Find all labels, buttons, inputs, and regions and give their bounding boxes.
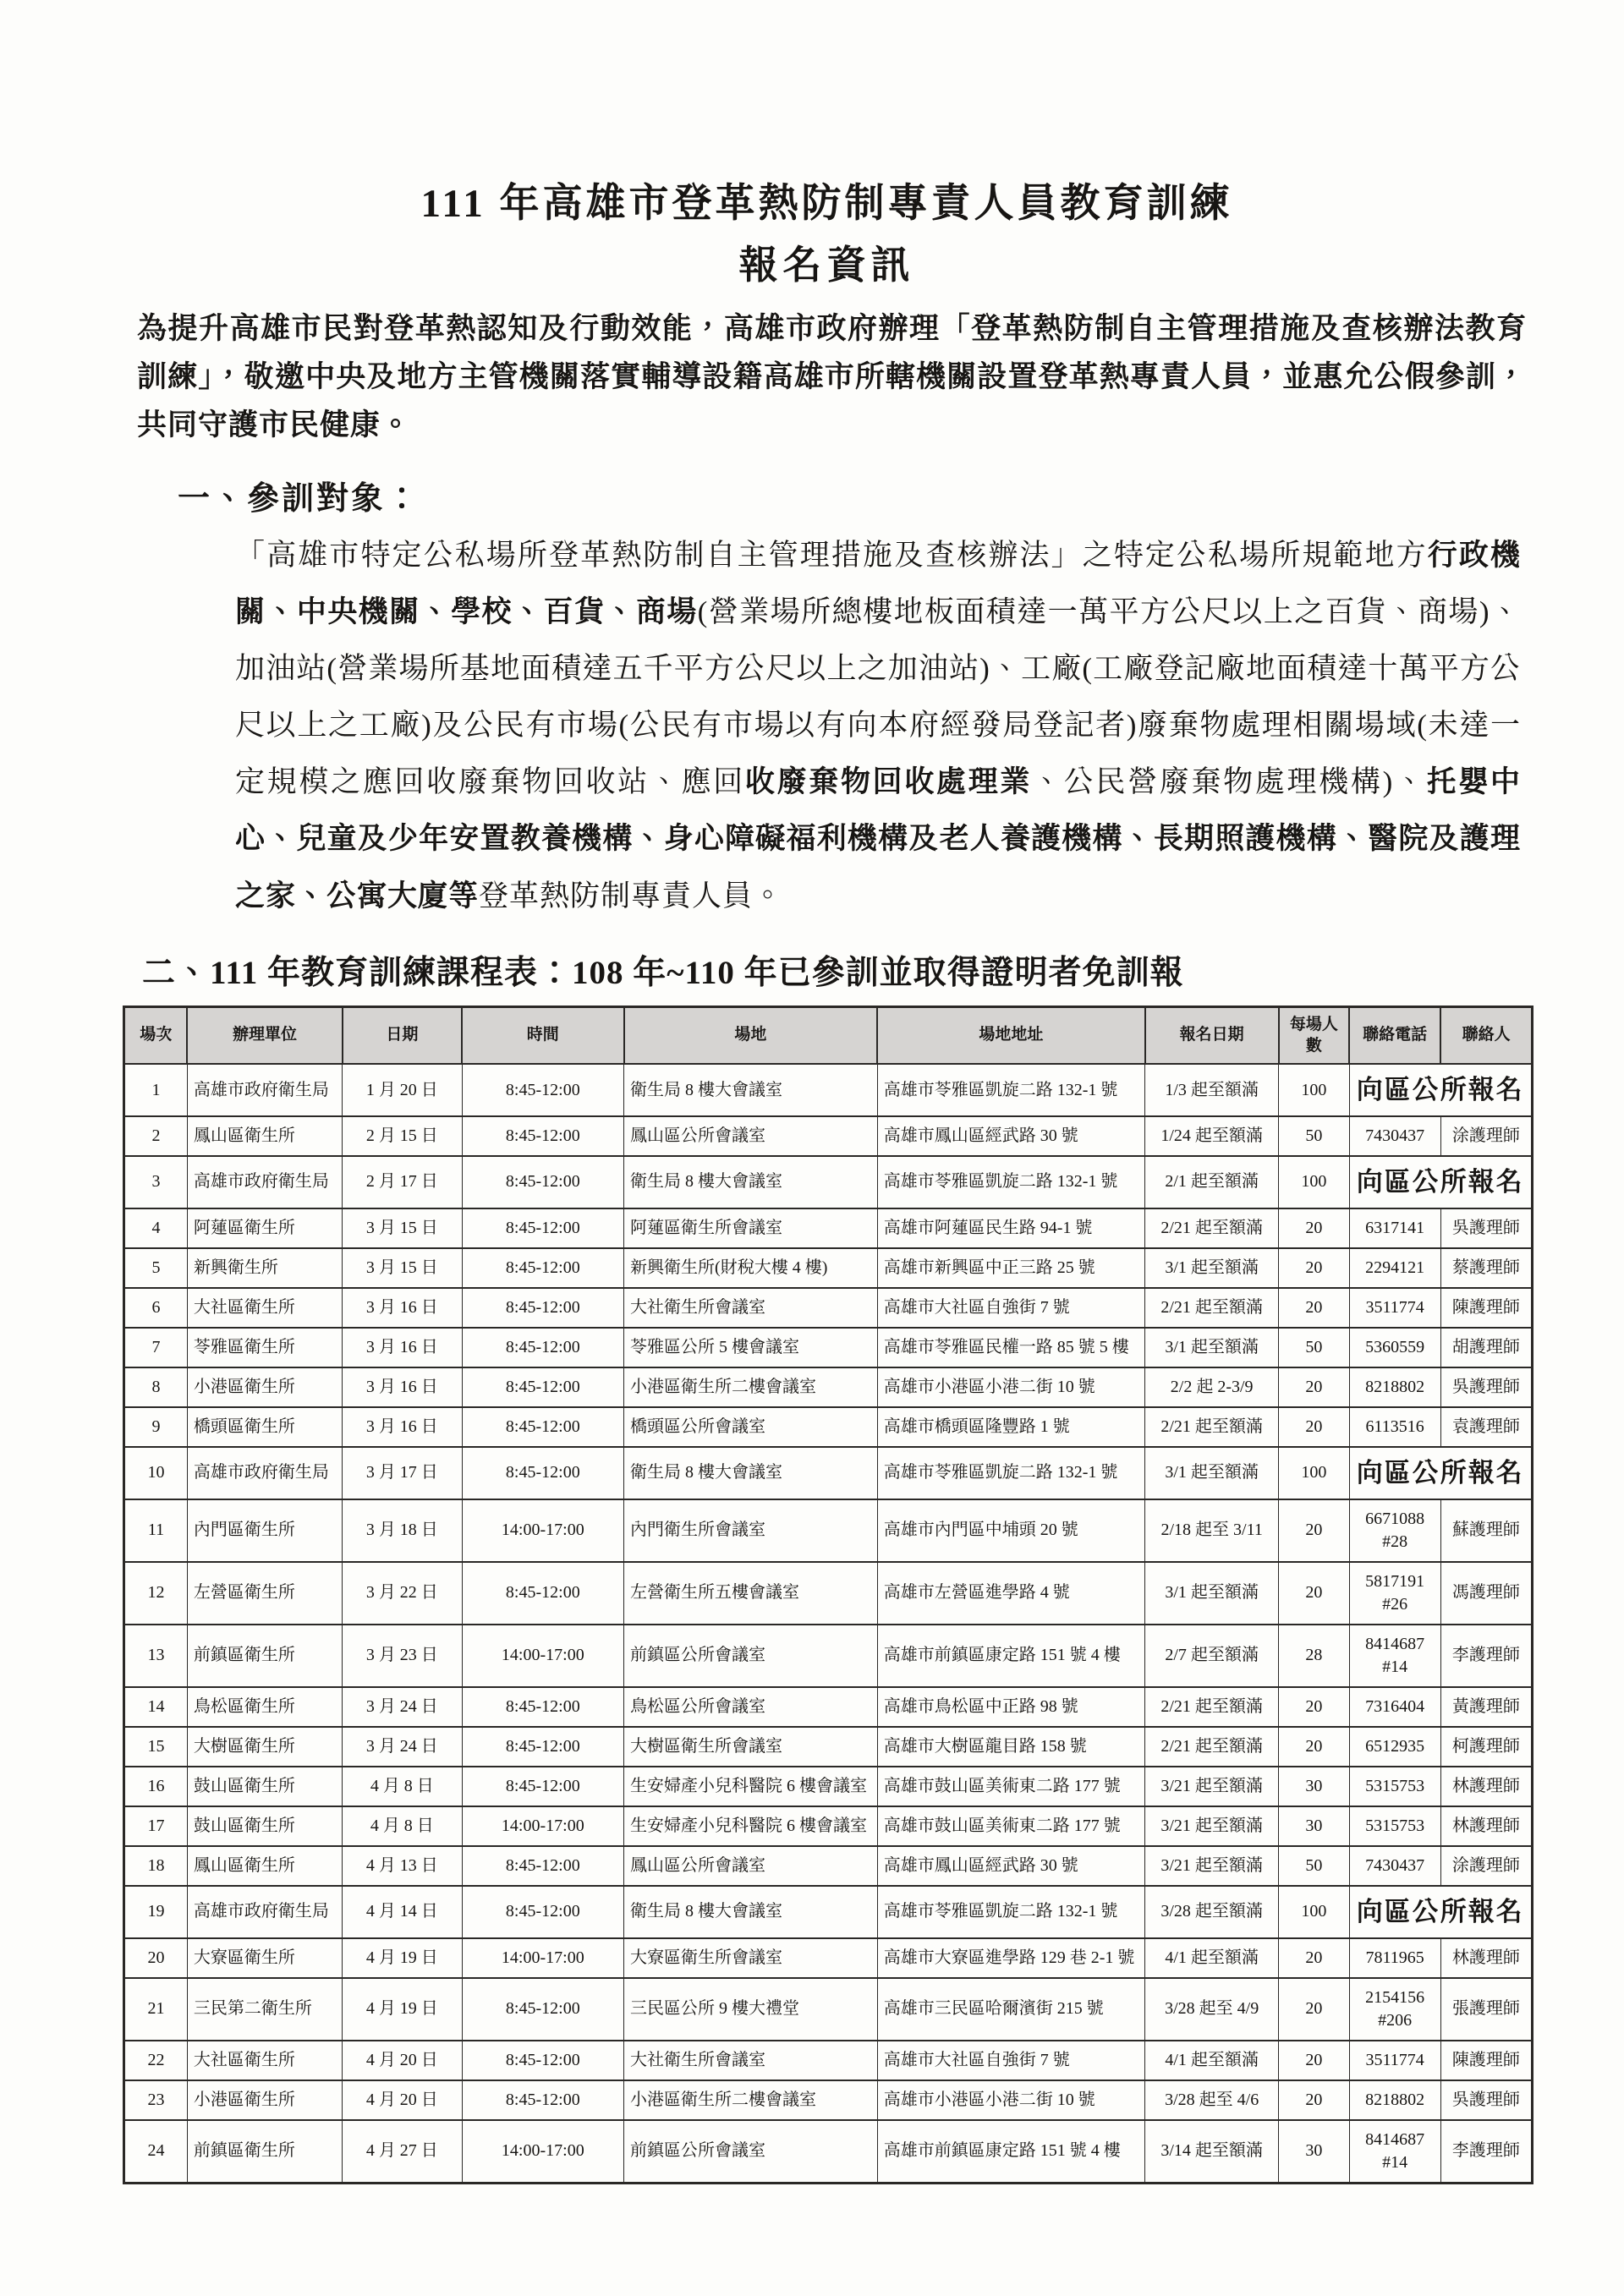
- phone-cell: 7430437: [1349, 1846, 1440, 1886]
- capacity-cell: 20: [1279, 1367, 1349, 1407]
- phone-cell: 2294121: [1349, 1248, 1440, 1288]
- contact-cell: 吳護理師: [1440, 2080, 1532, 2120]
- district-office-signup-cell: 向區公所報名: [1349, 1156, 1533, 1208]
- header-contact: 聯絡人: [1440, 1006, 1532, 1064]
- session-number-cell: 5: [124, 1248, 188, 1288]
- capacity-cell: 30: [1279, 1806, 1349, 1846]
- contact-cell: 吳護理師: [1440, 1367, 1532, 1407]
- signup-date-cell: 3/1 起至額滿: [1145, 1248, 1279, 1288]
- date-cell: 3 月 15 日: [343, 1208, 463, 1248]
- date-cell: 3 月 17 日: [343, 1447, 463, 1499]
- header-phone: 聯絡電話: [1349, 1006, 1440, 1064]
- signup-date-cell: 3/21 起至額滿: [1145, 1846, 1279, 1886]
- contact-cell: 陳護理師: [1440, 1288, 1532, 1328]
- session-number-cell: 22: [124, 2041, 188, 2080]
- organizer-cell: 鼓山區衛生所: [187, 1806, 342, 1846]
- capacity-cell: 50: [1279, 1846, 1349, 1886]
- table-row: [124, 2120, 1533, 2184]
- contact-cell: 黃護理師: [1440, 1687, 1532, 1727]
- time-cell: 8:45-12:00: [462, 2080, 623, 2120]
- table-row: [124, 1447, 1533, 1499]
- body-text: 、公民營廢棄物處理機構)、: [1032, 765, 1427, 799]
- capacity-cell: 20: [1279, 1208, 1349, 1248]
- table-row: [124, 2041, 1533, 2080]
- contact-cell: 林護理師: [1440, 1767, 1532, 1806]
- contact-cell: 馮護理師: [1440, 1562, 1532, 1625]
- date-cell: 4 月 8 日: [343, 1767, 463, 1806]
- time-cell: 8:45-12:00: [462, 1407, 623, 1447]
- date-cell: 4 月 19 日: [343, 1938, 463, 1978]
- contact-cell: 涂護理師: [1440, 1846, 1532, 1886]
- organizer-cell: 小港區衛生所: [187, 2080, 342, 2120]
- capacity-cell: 20: [1279, 1248, 1349, 1288]
- phone-cell: 7430437: [1349, 1116, 1440, 1156]
- header-date: 日期: [343, 1006, 463, 1064]
- venue-cell: 衛生局 8 樓大會議室: [624, 1156, 878, 1208]
- time-cell: 8:45-12:00: [462, 1846, 623, 1886]
- header-session-number: 場次: [124, 1006, 188, 1064]
- organizer-cell: 高雄市政府衛生局: [187, 1886, 342, 1938]
- time-cell: 8:45-12:00: [462, 1687, 623, 1727]
- session-number-cell: 4: [124, 1208, 188, 1248]
- time-cell: 8:45-12:00: [462, 1562, 623, 1625]
- header-time: 時間: [462, 1006, 623, 1064]
- phone-cell: 6317141: [1349, 1208, 1440, 1248]
- time-cell: 8:45-12:00: [462, 2041, 623, 2080]
- address-cell: 高雄市大社區自強街 7 號: [877, 2041, 1144, 2080]
- table-row: [124, 1767, 1533, 1806]
- table-row: [124, 1064, 1533, 1116]
- signup-date-cell: 2/21 起至額滿: [1145, 1288, 1279, 1328]
- district-office-signup-cell: 向區公所報名: [1349, 1886, 1533, 1938]
- section1-body: [235, 527, 1521, 924]
- venue-cell: 橋頭區公所會議室: [624, 1407, 878, 1447]
- table-row: [124, 1727, 1533, 1767]
- table-row: [124, 1248, 1533, 1288]
- session-number-cell: 12: [124, 1562, 188, 1625]
- session-number-cell: 7: [124, 1328, 188, 1367]
- venue-cell: 小港區衛生所二樓會議室: [624, 2080, 878, 2120]
- signup-date-cell: 3/1 起至額滿: [1145, 1328, 1279, 1367]
- signup-date-cell: 3/14 起至額滿: [1145, 2120, 1279, 2184]
- section1-heading: 一、參訓對象：: [178, 480, 421, 517]
- district-office-signup-cell: 向區公所報名: [1349, 1064, 1533, 1116]
- phone-cell: 5817191 #26: [1349, 1562, 1440, 1625]
- date-cell: 4 月 19 日: [343, 1978, 463, 2041]
- time-cell: 14:00-17:00: [462, 1806, 623, 1846]
- time-cell: 14:00-17:00: [462, 2120, 623, 2184]
- session-number-cell: 15: [124, 1727, 188, 1767]
- date-cell: 2 月 17 日: [343, 1156, 463, 1208]
- address-cell: 高雄市鳳山區經武路 30 號: [877, 1116, 1144, 1156]
- organizer-cell: 阿蓮區衛生所: [187, 1208, 342, 1248]
- table-row: [124, 1288, 1533, 1328]
- header-address: 場地地址: [877, 1006, 1144, 1064]
- organizer-cell: 前鎮區衛生所: [187, 2120, 342, 2184]
- capacity-cell: 20: [1279, 1727, 1349, 1767]
- address-cell: 高雄市阿蓮區民生路 94-1 號: [877, 1208, 1144, 1248]
- phone-cell: 3511774: [1349, 2041, 1440, 2080]
- table-row: [124, 1846, 1533, 1886]
- phone-cell: 8218802: [1349, 2080, 1440, 2120]
- time-cell: 8:45-12:00: [462, 1288, 623, 1328]
- signup-date-cell: 2/1 起至額滿: [1145, 1156, 1279, 1208]
- capacity-cell: 100: [1279, 1886, 1349, 1938]
- organizer-cell: 鳳山區衛生所: [187, 1846, 342, 1886]
- capacity-cell: 30: [1279, 1767, 1349, 1806]
- date-cell: 3 月 16 日: [343, 1407, 463, 1447]
- time-cell: 8:45-12:00: [462, 1064, 623, 1116]
- body-text: 登革熱防制專責人員。: [479, 879, 784, 912]
- capacity-cell: 20: [1279, 1687, 1349, 1727]
- signup-date-cell: 2/21 起至額滿: [1145, 1727, 1279, 1767]
- page-subtitle: 報名資訊: [738, 244, 915, 288]
- session-number-cell: 1: [124, 1064, 188, 1116]
- organizer-cell: 三民第二衛生所: [187, 1978, 342, 2041]
- session-number-cell: 19: [124, 1886, 188, 1938]
- address-cell: 高雄市新興區中正三路 25 號: [877, 1248, 1144, 1288]
- capacity-cell: 100: [1279, 1156, 1349, 1208]
- date-cell: 2 月 15 日: [343, 1116, 463, 1156]
- session-number-cell: 9: [124, 1407, 188, 1447]
- time-cell: 8:45-12:00: [462, 1886, 623, 1938]
- address-cell: 高雄市左營區進學路 4 號: [877, 1562, 1144, 1625]
- table-row: [124, 1156, 1533, 1208]
- venue-cell: 生安婦產小兒科醫院 6 樓會議室: [624, 1806, 878, 1846]
- date-cell: 3 月 24 日: [343, 1687, 463, 1727]
- phone-cell: 8414687 #14: [1349, 2120, 1440, 2184]
- organizer-cell: 高雄市政府衛生局: [187, 1156, 342, 1208]
- contact-cell: 陳護理師: [1440, 2041, 1532, 2080]
- phone-cell: 3511774: [1349, 1288, 1440, 1328]
- session-number-cell: 11: [124, 1499, 188, 1562]
- session-number-cell: 16: [124, 1767, 188, 1806]
- phone-cell: 7316404: [1349, 1687, 1440, 1727]
- table-row: [124, 1328, 1533, 1367]
- organizer-cell: 大社區衛生所: [187, 2041, 342, 2080]
- page-title: 111 年高雄市登革熱防制專責人員教育訓練: [420, 182, 1233, 226]
- time-cell: 8:45-12:00: [462, 1978, 623, 2041]
- contact-cell: 蘇護理師: [1440, 1499, 1532, 1562]
- capacity-cell: 20: [1279, 1978, 1349, 2041]
- address-cell: 高雄市苓雅區凱旋二路 132-1 號: [877, 1886, 1144, 1938]
- table-row: [124, 1367, 1533, 1407]
- signup-date-cell: 2/21 起至額滿: [1145, 1687, 1279, 1727]
- venue-cell: 內門衛生所會議室: [624, 1499, 878, 1562]
- header-signup-date: 報名日期: [1145, 1006, 1279, 1064]
- training-schedule-table: [123, 1006, 1533, 2184]
- address-cell: 高雄市苓雅區凱旋二路 132-1 號: [877, 1064, 1144, 1116]
- address-cell: 高雄市小港區小港二街 10 號: [877, 2080, 1144, 2120]
- signup-date-cell: 3/28 起至 4/9: [1145, 1978, 1279, 2041]
- contact-cell: 蔡護理師: [1440, 1248, 1532, 1288]
- contact-cell: 李護理師: [1440, 2120, 1532, 2184]
- date-cell: 3 月 15 日: [343, 1248, 463, 1288]
- venue-cell: 阿蓮區衛生所會議室: [624, 1208, 878, 1248]
- organizer-cell: 左營區衛生所: [187, 1562, 342, 1625]
- session-number-cell: 23: [124, 2080, 188, 2120]
- date-cell: 4 月 14 日: [343, 1886, 463, 1938]
- contact-cell: 胡護理師: [1440, 1328, 1532, 1367]
- table-row: [124, 1687, 1533, 1727]
- section2-heading: 二、111 年教育訓練課程表：108 年~110 年已參訓並取得證明者免訓報: [142, 954, 1184, 991]
- time-cell: 14:00-17:00: [462, 1625, 623, 1687]
- venue-cell: 苓雅區公所 5 樓會議室: [624, 1328, 878, 1367]
- venue-cell: 前鎮區公所會議室: [624, 1625, 878, 1687]
- session-number-cell: 10: [124, 1447, 188, 1499]
- organizer-cell: 鼓山區衛生所: [187, 1767, 342, 1806]
- time-cell: 8:45-12:00: [462, 1727, 623, 1767]
- table-row: [124, 1625, 1533, 1687]
- address-cell: 高雄市內門區中埔頭 20 號: [877, 1499, 1144, 1562]
- date-cell: 1 月 20 日: [343, 1064, 463, 1116]
- address-cell: 高雄市前鎮區康定路 151 號 4 樓: [877, 1625, 1144, 1687]
- contact-cell: 李護理師: [1440, 1625, 1532, 1687]
- address-cell: 高雄市三民區哈爾濱街 215 號: [877, 1978, 1144, 2041]
- signup-date-cell: 4/1 起至額滿: [1145, 1938, 1279, 1978]
- date-cell: 3 月 16 日: [343, 1288, 463, 1328]
- capacity-cell: 100: [1279, 1064, 1349, 1116]
- contact-cell: 柯護理師: [1440, 1727, 1532, 1767]
- contact-cell: 林護理師: [1440, 1806, 1532, 1846]
- address-cell: 高雄市橋頭區隆豐路 1 號: [877, 1407, 1144, 1447]
- capacity-cell: 20: [1279, 1407, 1349, 1447]
- emphasized-text: 托嬰中心、兒童及少年安置教養機構、身心障礙福利機構及老人養護機構、長期照護機構、醫院及護理之家、公寓大廈等: [235, 765, 1521, 912]
- signup-date-cell: 3/1 起至額滿: [1145, 1562, 1279, 1625]
- session-number-cell: 14: [124, 1687, 188, 1727]
- venue-cell: 大社衛生所會議室: [624, 2041, 878, 2080]
- address-cell: 高雄市鳳山區經武路 30 號: [877, 1846, 1144, 1886]
- time-cell: 8:45-12:00: [462, 1116, 623, 1156]
- capacity-cell: 20: [1279, 1562, 1349, 1625]
- session-number-cell: 18: [124, 1846, 188, 1886]
- session-number-cell: 8: [124, 1367, 188, 1407]
- organizer-cell: 高雄市政府衛生局: [187, 1064, 342, 1116]
- time-cell: 8:45-12:00: [462, 1248, 623, 1288]
- contact-cell: 林護理師: [1440, 1938, 1532, 1978]
- organizer-cell: 小港區衛生所: [187, 1367, 342, 1407]
- capacity-cell: 50: [1279, 1328, 1349, 1367]
- date-cell: 3 月 22 日: [343, 1562, 463, 1625]
- table-row: [124, 1886, 1533, 1938]
- contact-cell: 涂護理師: [1440, 1116, 1532, 1156]
- time-cell: 8:45-12:00: [462, 1156, 623, 1208]
- district-office-signup-cell: 向區公所報名: [1349, 1447, 1533, 1499]
- time-cell: 8:45-12:00: [462, 1447, 623, 1499]
- phone-cell: 2154156 #206: [1349, 1978, 1440, 2041]
- capacity-cell: 100: [1279, 1447, 1349, 1499]
- body-text: (營業場所總樓地板面積達一萬平方公尺以上之百貨、商場)、加油站(營業場所基地面積達五千平方公尺以上之加油站)、工廠(工廠登記廠地面積達十萬平方公尺以上之工廠)及公民有市場(公民有市場以有向本府經發局登記者)廢棄物處理相關場域(未達一定規模之應回收廢棄物回收站、應回: [235, 595, 1521, 799]
- venue-cell: 鳳山區公所會議室: [624, 1846, 878, 1886]
- venue-cell: 大樹區衛生所會議室: [624, 1727, 878, 1767]
- date-cell: 3 月 16 日: [343, 1367, 463, 1407]
- contact-cell: 袁護理師: [1440, 1407, 1532, 1447]
- date-cell: 4 月 20 日: [343, 2080, 463, 2120]
- header-capacity: 每場人數: [1279, 1006, 1349, 1064]
- address-cell: 高雄市苓雅區凱旋二路 132-1 號: [877, 1156, 1144, 1208]
- venue-cell: 鳥松區公所會議室: [624, 1687, 878, 1727]
- address-cell: 高雄市大樹區龍目路 158 號: [877, 1727, 1144, 1767]
- venue-cell: 鳳山區公所會議室: [624, 1116, 878, 1156]
- venue-cell: 大寮區衛生所會議室: [624, 1938, 878, 1978]
- venue-cell: 三民區公所 9 樓大禮堂: [624, 1978, 878, 2041]
- venue-cell: 衛生局 8 樓大會議室: [624, 1447, 878, 1499]
- address-cell: 高雄市大寮區進學路 129 巷 2-1 號: [877, 1938, 1144, 1978]
- signup-date-cell: 2/2 起 2-3/9: [1145, 1367, 1279, 1407]
- time-cell: 8:45-12:00: [462, 1328, 623, 1367]
- header-organizer: 辦理單位: [187, 1006, 342, 1064]
- signup-date-cell: 2/7 起至額滿: [1145, 1625, 1279, 1687]
- session-number-cell: 6: [124, 1288, 188, 1328]
- signup-date-cell: 3/1 起至額滿: [1145, 1447, 1279, 1499]
- organizer-cell: 大社區衛生所: [187, 1288, 342, 1328]
- date-cell: 3 月 24 日: [343, 1727, 463, 1767]
- venue-cell: 衛生局 8 樓大會議室: [624, 1886, 878, 1938]
- time-cell: 8:45-12:00: [462, 1208, 623, 1248]
- time-cell: 8:45-12:00: [462, 1367, 623, 1407]
- organizer-cell: 大寮區衛生所: [187, 1938, 342, 1978]
- table-row: [124, 1562, 1533, 1625]
- table-row: [124, 1938, 1533, 1978]
- address-cell: 高雄市苓雅區民權一路 85 號 5 樓: [877, 1328, 1144, 1367]
- body-text: 「高雄市特定公私場所登革熱防制自主管理措施及查核辦法」之特定公私場所規範地方: [235, 538, 1428, 572]
- organizer-cell: 內門區衛生所: [187, 1499, 342, 1562]
- session-number-cell: 20: [124, 1938, 188, 1978]
- phone-cell: 5315753: [1349, 1806, 1440, 1846]
- address-cell: 高雄市鳥松區中正路 98 號: [877, 1687, 1144, 1727]
- time-cell: 14:00-17:00: [462, 1938, 623, 1978]
- signup-date-cell: 1/24 起至額滿: [1145, 1116, 1279, 1156]
- venue-cell: 生安婦產小兒科醫院 6 樓會議室: [624, 1767, 878, 1806]
- table-row: [124, 1806, 1533, 1846]
- organizer-cell: 橋頭區衛生所: [187, 1407, 342, 1447]
- capacity-cell: 20: [1279, 1499, 1349, 1562]
- address-cell: 高雄市鼓山區美術東二路 177 號: [877, 1806, 1144, 1846]
- phone-cell: 8414687 #14: [1349, 1625, 1440, 1687]
- address-cell: 高雄市苓雅區凱旋二路 132-1 號: [877, 1447, 1144, 1499]
- venue-cell: 新興衛生所(財稅大樓 4 樓): [624, 1248, 878, 1288]
- contact-cell: 吳護理師: [1440, 1208, 1532, 1248]
- date-cell: 3 月 18 日: [343, 1499, 463, 1562]
- phone-cell: 6512935: [1349, 1727, 1440, 1767]
- venue-cell: 左營衛生所五樓會議室: [624, 1562, 878, 1625]
- table-row: [124, 1116, 1533, 1156]
- venue-cell: 前鎮區公所會議室: [624, 2120, 878, 2184]
- contact-cell: 張護理師: [1440, 1978, 1532, 2041]
- phone-cell: 5360559: [1349, 1328, 1440, 1367]
- date-cell: 3 月 23 日: [343, 1625, 463, 1687]
- table-row: [124, 1978, 1533, 2041]
- capacity-cell: 20: [1279, 2080, 1349, 2120]
- capacity-cell: 20: [1279, 1288, 1349, 1328]
- table-row: [124, 2080, 1533, 2120]
- organizer-cell: 高雄市政府衛生局: [187, 1447, 342, 1499]
- signup-date-cell: 2/18 起至 3/11: [1145, 1499, 1279, 1562]
- signup-date-cell: 1/3 起至額滿: [1145, 1064, 1279, 1116]
- date-cell: 3 月 16 日: [343, 1328, 463, 1367]
- session-number-cell: 3: [124, 1156, 188, 1208]
- address-cell: 高雄市大社區自強街 7 號: [877, 1288, 1144, 1328]
- table-row: [124, 1407, 1533, 1447]
- phone-cell: 6113516: [1349, 1407, 1440, 1447]
- organizer-cell: 前鎮區衛生所: [187, 1625, 342, 1687]
- table-header-row: [124, 1006, 1533, 1064]
- capacity-cell: 20: [1279, 2041, 1349, 2080]
- signup-date-cell: 2/21 起至額滿: [1145, 1208, 1279, 1248]
- intro-paragraph: 為提升高雄市民對登革熱認知及行動效能，高雄市政府辦理「登革熱防制自主管理措施及查核辦法教育訓練」，敬邀中央及地方主管機關落實輔導設籍高雄市所轄機關設置登革熱專責人員，並惠允公假參訓，共同守護市民健康。: [137, 312, 1527, 441]
- capacity-cell: 30: [1279, 2120, 1349, 2184]
- emphasized-text: 行政機關、中央機關、學校、百貨、商場: [235, 538, 1521, 628]
- signup-date-cell: 2/21 起至額滿: [1145, 1407, 1279, 1447]
- date-cell: 4 月 20 日: [343, 2041, 463, 2080]
- venue-cell: 小港區衛生所二樓會議室: [624, 1367, 878, 1407]
- time-cell: 14:00-17:00: [462, 1499, 623, 1562]
- date-cell: 4 月 27 日: [343, 2120, 463, 2184]
- date-cell: 4 月 8 日: [343, 1806, 463, 1846]
- table-row: [124, 1208, 1533, 1248]
- table-row: [124, 1499, 1533, 1562]
- signup-date-cell: 3/28 起至額滿: [1145, 1886, 1279, 1938]
- session-number-cell: 17: [124, 1806, 188, 1846]
- venue-cell: 大社衛生所會議室: [624, 1288, 878, 1328]
- organizer-cell: 鳥松區衛生所: [187, 1687, 342, 1727]
- organizer-cell: 大樹區衛生所: [187, 1727, 342, 1767]
- phone-cell: 6671088 #28: [1349, 1499, 1440, 1562]
- emphasized-text: 收廢棄物回收處理業: [744, 765, 1033, 799]
- venue-cell: 衛生局 8 樓大會議室: [624, 1064, 878, 1116]
- signup-date-cell: 3/28 起至 4/6: [1145, 2080, 1279, 2120]
- organizer-cell: 苓雅區衛生所: [187, 1328, 342, 1367]
- signup-date-cell: 4/1 起至額滿: [1145, 2041, 1279, 2080]
- capacity-cell: 20: [1279, 1938, 1349, 1978]
- phone-cell: 8218802: [1349, 1367, 1440, 1407]
- address-cell: 高雄市鼓山區美術東二路 177 號: [877, 1767, 1144, 1806]
- address-cell: 高雄市小港區小港二街 10 號: [877, 1367, 1144, 1407]
- capacity-cell: 28: [1279, 1625, 1349, 1687]
- signup-date-cell: 3/21 起至額滿: [1145, 1767, 1279, 1806]
- date-cell: 4 月 13 日: [343, 1846, 463, 1886]
- phone-cell: 7811965: [1349, 1938, 1440, 1978]
- session-number-cell: 2: [124, 1116, 188, 1156]
- address-cell: 高雄市前鎮區康定路 151 號 4 樓: [877, 2120, 1144, 2184]
- session-number-cell: 21: [124, 1978, 188, 2041]
- session-number-cell: 24: [124, 2120, 188, 2184]
- signup-date-cell: 3/21 起至額滿: [1145, 1806, 1279, 1846]
- time-cell: 8:45-12:00: [462, 1767, 623, 1806]
- phone-cell: 5315753: [1349, 1767, 1440, 1806]
- header-venue: 場地: [624, 1006, 878, 1064]
- organizer-cell: 鳳山區衛生所: [187, 1116, 342, 1156]
- session-number-cell: 13: [124, 1625, 188, 1687]
- capacity-cell: 50: [1279, 1116, 1349, 1156]
- organizer-cell: 新興衛生所: [187, 1248, 342, 1288]
